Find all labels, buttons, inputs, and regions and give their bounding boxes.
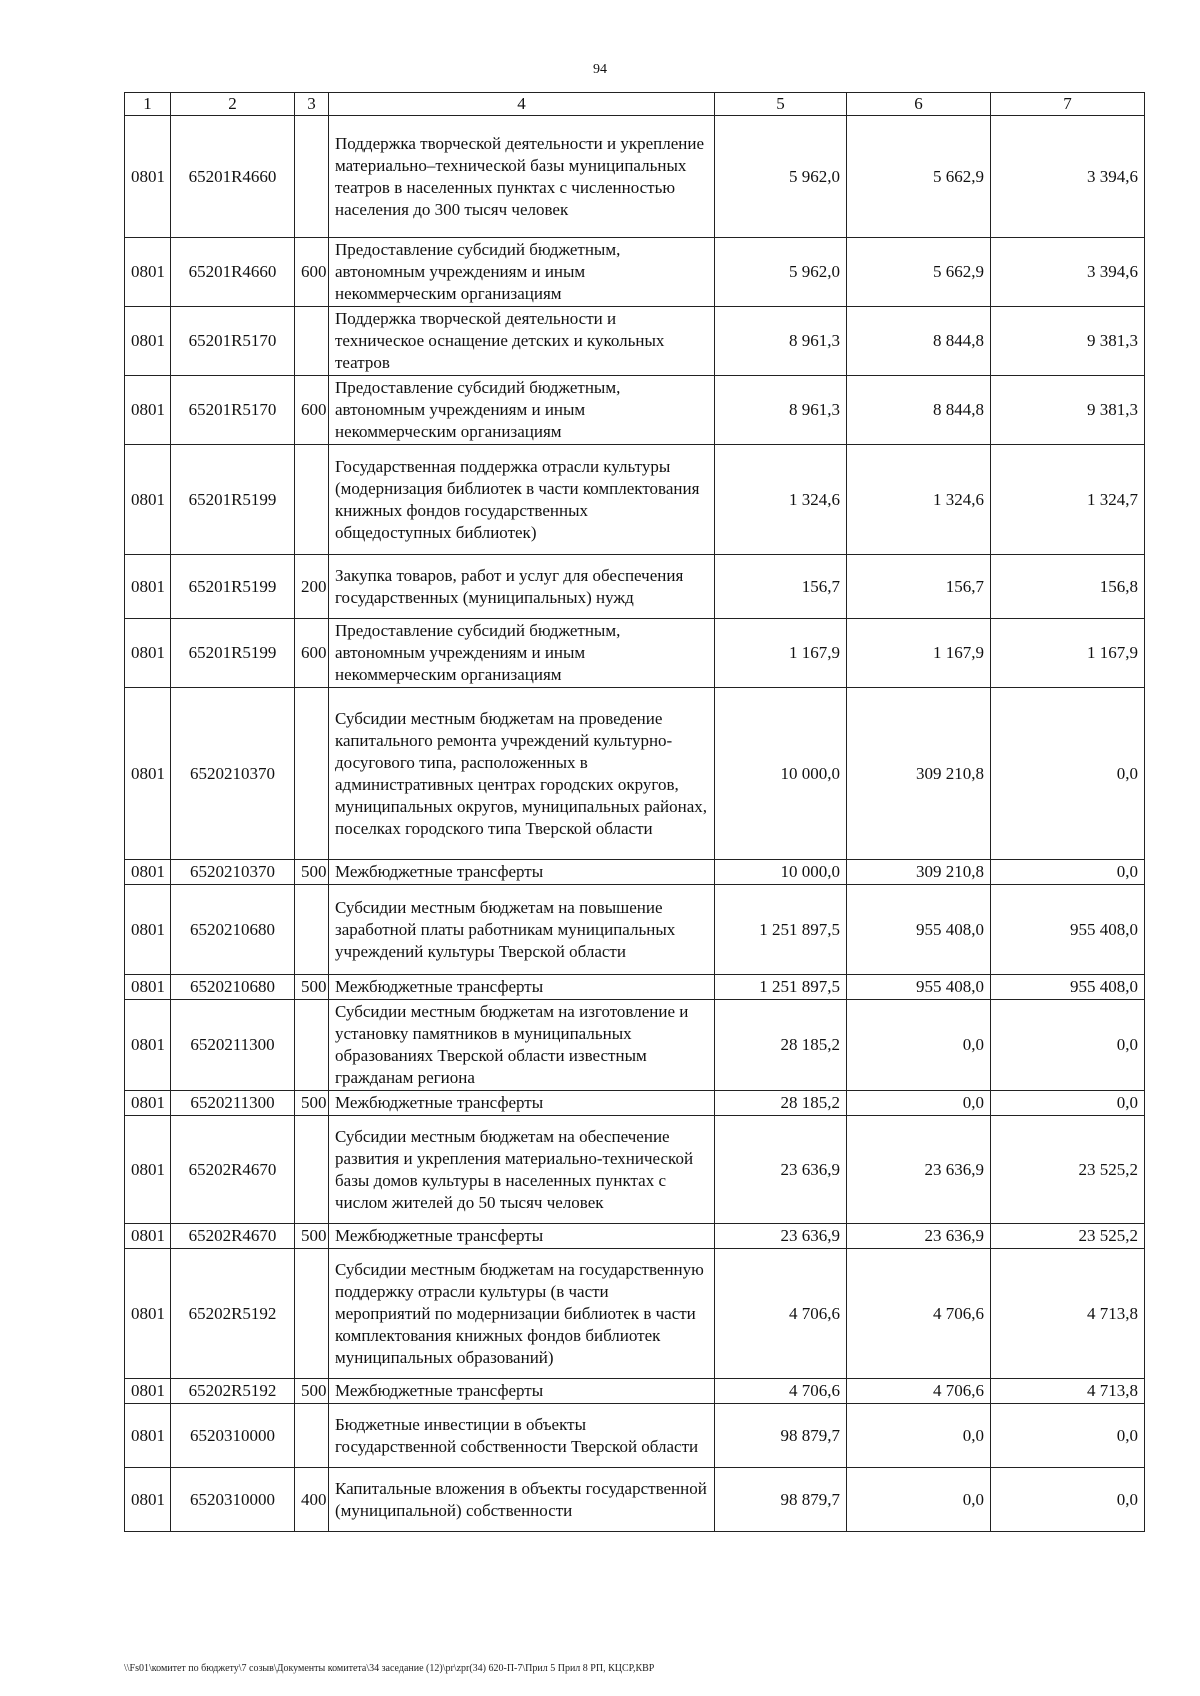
cell-name: Капитальные вложения в объекты государственной (муниципальной) собственности — [329, 1468, 715, 1532]
cell-value-7: 9 381,3 — [991, 376, 1145, 445]
cell-kvr: 500 — [295, 975, 329, 1000]
cell-code: 65201R5170 — [171, 307, 295, 376]
cell-value-5: 10 000,0 — [715, 860, 847, 885]
cell-name: Межбюджетные трансферты — [329, 1224, 715, 1249]
cell-name: Государственная поддержка отрасли культуры (модернизация библиотек в части комплектования книжных фондов государственных общедоступных библиотек) — [329, 445, 715, 555]
cell-code: 65202R4670 — [171, 1116, 295, 1224]
col-header-4: 4 — [329, 93, 715, 116]
cell-value-6: 23 636,9 — [847, 1224, 991, 1249]
cell-kvr: 600 — [295, 619, 329, 688]
table-row — [125, 1249, 1145, 1379]
cell-value-7: 955 408,0 — [991, 885, 1145, 975]
table-row — [125, 445, 1145, 555]
cell-value-5: 28 185,2 — [715, 1000, 847, 1091]
cell-value-6: 4 706,6 — [847, 1249, 991, 1379]
cell-value-6: 156,7 — [847, 555, 991, 619]
cell-value-5: 1 251 897,5 — [715, 885, 847, 975]
cell-name: Закупка товаров, работ и услуг для обеспечения государственных (муниципальных) нужд — [329, 555, 715, 619]
cell-value-5: 5 962,0 — [715, 238, 847, 307]
cell-value-6: 5 662,9 — [847, 238, 991, 307]
table-row — [125, 1116, 1145, 1224]
footer-file-path: \\Fs01\комитет по бюджету\7 созыв\Документы комитета\34 заседание (12)\pr\zpr(34) 620-П-7\Прил 5 Прил 8 РП, КЦСР,КВР — [124, 1663, 655, 1674]
col-header-7: 7 — [991, 93, 1145, 116]
cell-value-5: 1 167,9 — [715, 619, 847, 688]
cell-section: 0801 — [125, 307, 171, 376]
cell-value-6: 23 636,9 — [847, 1116, 991, 1224]
cell-value-5: 28 185,2 — [715, 1091, 847, 1116]
table-row — [125, 1091, 1145, 1116]
cell-value-7: 3 394,6 — [991, 238, 1145, 307]
cell-code: 65201R5199 — [171, 445, 295, 555]
cell-code: 6520210680 — [171, 975, 295, 1000]
cell-kvr: 500 — [295, 1091, 329, 1116]
cell-kvr: 600 — [295, 376, 329, 445]
table-row — [125, 975, 1145, 1000]
table-row — [125, 619, 1145, 688]
col-header-3: 3 — [295, 93, 329, 116]
cell-name: Субсидии местным бюджетам на проведение капитального ремонта учреждений культурно-досугового типа, расположенных в административных центрах городских округов, муниципальных округов, муниципальных районах, поселках городского типа Тверской области — [329, 688, 715, 860]
cell-kvr: 400 — [295, 1468, 329, 1532]
table-row — [125, 1224, 1145, 1249]
table-row — [125, 885, 1145, 975]
cell-name: Субсидии местным бюджетам на обеспечение развития и укрепления материально-технической базы домов культуры в населенных пунктах с числом жителей до 50 тысяч человек — [329, 1116, 715, 1224]
cell-value-7: 0,0 — [991, 688, 1145, 860]
cell-code: 6520210370 — [171, 688, 295, 860]
cell-value-5: 156,7 — [715, 555, 847, 619]
cell-value-7: 23 525,2 — [991, 1116, 1145, 1224]
cell-section: 0801 — [125, 619, 171, 688]
cell-kvr: 600 — [295, 238, 329, 307]
cell-value-5: 23 636,9 — [715, 1224, 847, 1249]
cell-value-7: 1 167,9 — [991, 619, 1145, 688]
cell-value-6: 8 844,8 — [847, 307, 991, 376]
cell-code: 65201R5170 — [171, 376, 295, 445]
table-row — [125, 1404, 1145, 1468]
cell-kvr — [295, 116, 329, 238]
cell-code: 65201R4660 — [171, 116, 295, 238]
cell-section: 0801 — [125, 885, 171, 975]
cell-value-7: 1 324,7 — [991, 445, 1145, 555]
cell-value-7: 0,0 — [991, 1404, 1145, 1468]
cell-kvr — [295, 1404, 329, 1468]
cell-kvr — [295, 307, 329, 376]
cell-value-7: 156,8 — [991, 555, 1145, 619]
cell-section: 0801 — [125, 1116, 171, 1224]
cell-value-5: 10 000,0 — [715, 688, 847, 860]
cell-code: 65202R5192 — [171, 1379, 295, 1404]
cell-name: Поддержка творческой деятельности и техническое оснащение детских и кукольных театров — [329, 307, 715, 376]
cell-code: 6520211300 — [171, 1091, 295, 1116]
cell-value-6: 1 324,6 — [847, 445, 991, 555]
cell-value-5: 4 706,6 — [715, 1379, 847, 1404]
cell-kvr — [295, 688, 329, 860]
cell-value-6: 0,0 — [847, 1404, 991, 1468]
budget-table — [124, 92, 1145, 1532]
cell-kvr — [295, 1000, 329, 1091]
table-row — [125, 688, 1145, 860]
table-row — [125, 238, 1145, 307]
cell-value-6: 955 408,0 — [847, 975, 991, 1000]
cell-name: Субсидии местным бюджетам на государственную поддержку отрасли культуры (в части мероприятий по модернизации библиотек в части комплектования книжных фондов библиотек муниципальных образований) — [329, 1249, 715, 1379]
cell-value-7: 0,0 — [991, 860, 1145, 885]
cell-value-5: 98 879,7 — [715, 1468, 847, 1532]
cell-code: 65201R4660 — [171, 238, 295, 307]
cell-name: Межбюджетные трансферты — [329, 860, 715, 885]
table-row — [125, 555, 1145, 619]
col-header-2: 2 — [171, 93, 295, 116]
table-row — [125, 1468, 1145, 1532]
col-header-5: 5 — [715, 93, 847, 116]
cell-section: 0801 — [125, 376, 171, 445]
cell-value-6: 5 662,9 — [847, 116, 991, 238]
cell-kvr — [295, 1116, 329, 1224]
cell-name: Предоставление субсидий бюджетным, автономным учреждениям и иным некоммерческим организациям — [329, 376, 715, 445]
cell-value-5: 1 251 897,5 — [715, 975, 847, 1000]
cell-value-6: 0,0 — [847, 1000, 991, 1091]
table-row — [125, 307, 1145, 376]
cell-section: 0801 — [125, 860, 171, 885]
cell-section: 0801 — [125, 1000, 171, 1091]
cell-value-5: 23 636,9 — [715, 1116, 847, 1224]
cell-name: Межбюджетные трансферты — [329, 1091, 715, 1116]
cell-section: 0801 — [125, 1379, 171, 1404]
cell-code: 65202R4670 — [171, 1224, 295, 1249]
cell-section: 0801 — [125, 238, 171, 307]
table-row — [125, 1379, 1145, 1404]
cell-section: 0801 — [125, 1224, 171, 1249]
cell-code: 6520210680 — [171, 885, 295, 975]
col-header-6: 6 — [847, 93, 991, 116]
cell-section: 0801 — [125, 1468, 171, 1532]
table-row — [125, 860, 1145, 885]
cell-value-6: 309 210,8 — [847, 688, 991, 860]
cell-value-7: 23 525,2 — [991, 1224, 1145, 1249]
cell-code: 65201R5199 — [171, 619, 295, 688]
cell-section: 0801 — [125, 688, 171, 860]
cell-value-6: 8 844,8 — [847, 376, 991, 445]
cell-code: 6520211300 — [171, 1000, 295, 1091]
cell-value-5: 1 324,6 — [715, 445, 847, 555]
cell-code: 65201R5199 — [171, 555, 295, 619]
cell-value-6: 309 210,8 — [847, 860, 991, 885]
cell-kvr: 200 — [295, 555, 329, 619]
cell-value-7: 0,0 — [991, 1091, 1145, 1116]
cell-value-7: 4 713,8 — [991, 1379, 1145, 1404]
table-row — [125, 116, 1145, 238]
cell-value-7: 3 394,6 — [991, 116, 1145, 238]
cell-value-7: 955 408,0 — [991, 975, 1145, 1000]
cell-value-6: 0,0 — [847, 1091, 991, 1116]
cell-value-6: 1 167,9 — [847, 619, 991, 688]
cell-value-5: 8 961,3 — [715, 307, 847, 376]
cell-value-6: 0,0 — [847, 1468, 991, 1532]
cell-kvr: 500 — [295, 1379, 329, 1404]
cell-value-5: 98 879,7 — [715, 1404, 847, 1468]
cell-kvr — [295, 885, 329, 975]
cell-code: 6520210370 — [171, 860, 295, 885]
table-row — [125, 376, 1145, 445]
cell-name: Поддержка творческой деятельности и укрепление материально–технической базы муниципальных театров в населенных пунктах с численностью населения до 300 тысяч человек — [329, 116, 715, 238]
cell-value-7: 9 381,3 — [991, 307, 1145, 376]
cell-section: 0801 — [125, 116, 171, 238]
cell-value-6: 955 408,0 — [847, 885, 991, 975]
cell-value-7: 0,0 — [991, 1000, 1145, 1091]
cell-value-6: 4 706,6 — [847, 1379, 991, 1404]
cell-value-5: 5 962,0 — [715, 116, 847, 238]
cell-value-5: 8 961,3 — [715, 376, 847, 445]
header-row — [125, 93, 1145, 116]
cell-name: Предоставление субсидий бюджетным, автономным учреждениям и иным некоммерческим организациям — [329, 238, 715, 307]
cell-section: 0801 — [125, 1249, 171, 1379]
cell-kvr — [295, 445, 329, 555]
cell-value-5: 4 706,6 — [715, 1249, 847, 1379]
page-number: 94 — [593, 62, 607, 77]
cell-kvr — [295, 1249, 329, 1379]
cell-value-7: 4 713,8 — [991, 1249, 1145, 1379]
cell-name: Межбюджетные трансферты — [329, 975, 715, 1000]
cell-name: Бюджетные инвестиции в объекты государственной собственности Тверской области — [329, 1404, 715, 1468]
cell-name: Субсидии местным бюджетам на изготовление и установку памятников в муниципальных образованиях Тверской области известным гражданам региона — [329, 1000, 715, 1091]
cell-kvr: 500 — [295, 860, 329, 885]
cell-section: 0801 — [125, 555, 171, 619]
cell-code: 6520310000 — [171, 1404, 295, 1468]
cell-kvr: 500 — [295, 1224, 329, 1249]
cell-value-7: 0,0 — [991, 1468, 1145, 1532]
cell-section: 0801 — [125, 1091, 171, 1116]
cell-section: 0801 — [125, 975, 171, 1000]
cell-section: 0801 — [125, 445, 171, 555]
col-header-1: 1 — [125, 93, 171, 116]
cell-section: 0801 — [125, 1404, 171, 1468]
table-row — [125, 1000, 1145, 1091]
cell-name: Субсидии местным бюджетам на повышение заработной платы работникам муниципальных учреждений культуры Тверской области — [329, 885, 715, 975]
cell-name: Межбюджетные трансферты — [329, 1379, 715, 1404]
cell-code: 6520310000 — [171, 1468, 295, 1532]
cell-code: 65202R5192 — [171, 1249, 295, 1379]
cell-name: Предоставление субсидий бюджетным, автономным учреждениям и иным некоммерческим организациям — [329, 619, 715, 688]
